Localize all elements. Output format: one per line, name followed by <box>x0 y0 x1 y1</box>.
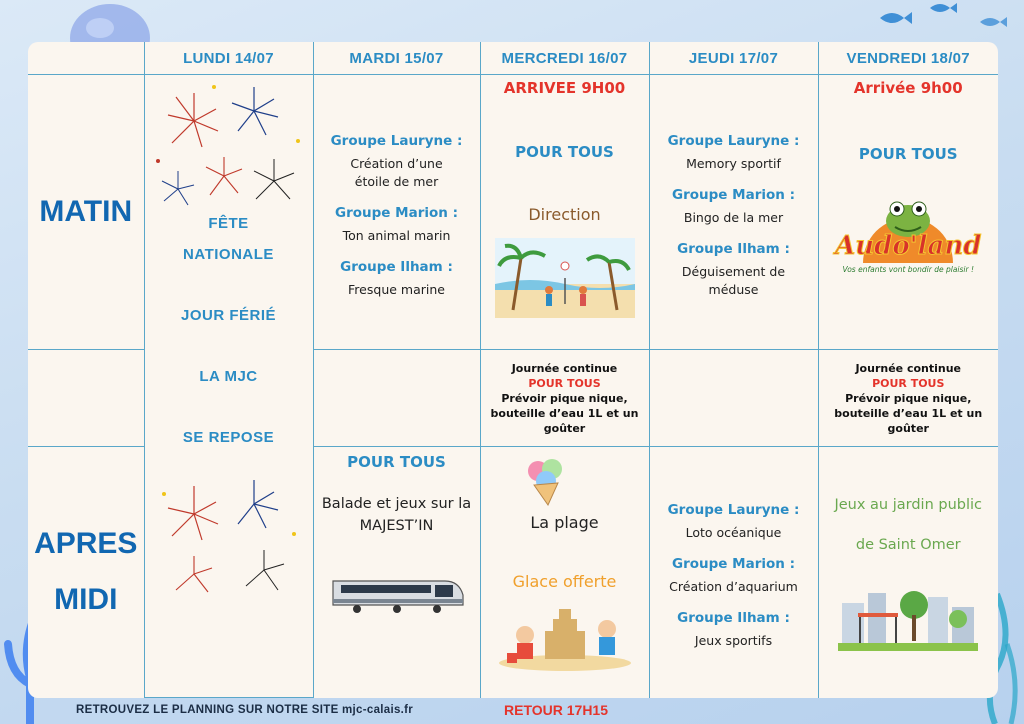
group-label: Groupe Ilham : <box>677 241 790 257</box>
period-morning <box>28 75 144 350</box>
corner-cell <box>28 42 144 75</box>
holiday-line-2: NATIONALE <box>183 246 274 263</box>
tuesday-morning-cell <box>313 75 480 350</box>
period-afternoon <box>28 447 144 698</box>
free-ice-cream-label: Glace offerte <box>512 572 617 591</box>
wednesday-afternoon-cell <box>480 447 649 698</box>
thursday-morning-content <box>650 75 818 349</box>
holiday-line-4: LA MJC <box>199 368 258 385</box>
group-label: Groupe Ilham : <box>340 259 453 275</box>
group-label: Groupe Marion : <box>335 205 458 221</box>
beach-icon <box>495 238 635 318</box>
continuous-day-label: Journée continue <box>855 361 962 375</box>
logo-text: Audo'land <box>835 231 982 261</box>
thursday-midday-cell <box>649 350 818 447</box>
park-games-line-1: Jeux au jardin public <box>834 497 983 513</box>
weekly-planning-table <box>28 42 998 698</box>
fireworks-icon <box>154 474 304 604</box>
friday-afternoon-content <box>819 447 999 698</box>
group-label: Groupe Marion : <box>672 556 795 573</box>
thursday-morning-cell <box>649 75 818 350</box>
wednesday-afternoon-content <box>481 447 649 698</box>
holiday-line-5: SE REPOSE <box>182 429 275 446</box>
period-label-afternoon-2: MIDI <box>54 583 118 617</box>
arrival-time: ARRIVEE 9H00 <box>503 79 626 97</box>
monday-cell <box>144 75 313 698</box>
holiday-line-3: JOUR FÉRIÉ <box>180 307 276 324</box>
group-label: Groupe Lauryne : <box>667 502 800 519</box>
period-midday <box>28 350 144 447</box>
thursday-afternoon-cell <box>649 447 818 698</box>
aquapark-logo <box>823 193 993 283</box>
wednesday-morning-content <box>481 75 649 349</box>
period-label-morning: MATIN <box>39 195 133 228</box>
tuesday-afternoon-cell <box>313 447 480 698</box>
arrival-time: Arrivée 9h00 <box>853 79 963 97</box>
logo-tagline: Vos enfants vont bondir de plaisir ! <box>842 265 974 274</box>
friday-afternoon-cell <box>818 447 998 698</box>
sandcastle-icon <box>495 601 635 671</box>
period-label-afternoon-1: APRES <box>34 527 138 561</box>
for-all-small: POUR TOUS <box>528 376 601 390</box>
tuesday-midday-cell <box>313 350 480 447</box>
activity-text: Jeux sportifs <box>694 633 773 649</box>
wednesday-midday-cell <box>480 350 649 447</box>
train-icon <box>327 571 467 615</box>
activity-text: Fresque marine <box>348 282 445 297</box>
ice-cream-icon <box>520 457 570 507</box>
activity-text: Création d’une étoile de mer <box>350 156 443 189</box>
return-time: RETOUR 17H15 <box>504 702 609 718</box>
group-label: Groupe Lauryne : <box>330 133 463 149</box>
activity-text: Balade et jeux sur la MAJEST’IN <box>321 496 472 534</box>
park-icon <box>838 583 978 653</box>
packed-lunch-note: Prévoir pique nique, bouteille d’eau 1L et un goûter <box>490 391 639 435</box>
for-all-label: POUR TOUS <box>515 143 614 161</box>
group-label: Groupe Ilham : <box>677 610 790 627</box>
friday-morning-cell <box>818 75 998 350</box>
destination-label: Direction <box>528 205 601 224</box>
footer-website-note: RETROUVEZ LE PLANNING SUR NOTRE SITE mjc-calais.fr <box>76 704 414 716</box>
packed-lunch-note: Prévoir pique nique, bouteille d’eau 1L et un goûter <box>834 391 983 435</box>
day-header-monday: LUNDI 14/07 <box>144 42 313 75</box>
activity-text: Création d’aquarium <box>669 579 798 595</box>
day-header-thursday: JEUDI 17/07 <box>649 42 818 75</box>
tuesday-afternoon-content <box>314 447 480 698</box>
wednesday-morning-cell <box>480 75 649 350</box>
activity-text: Loto océanique <box>685 525 782 541</box>
activity-text: Ton animal marin <box>342 228 451 243</box>
for-all-label: POUR TOUS <box>347 453 446 471</box>
for-all-label: POUR TOUS <box>858 145 958 163</box>
group-label: Groupe Lauryne : <box>667 133 800 149</box>
monday-content <box>145 75 313 697</box>
activity-text: Memory sportif <box>686 156 781 171</box>
fireworks-icon <box>154 81 304 211</box>
tuesday-morning-content <box>314 75 480 349</box>
activity-text: Déguisement de méduse <box>681 264 786 297</box>
continuous-day-label: Journée continue <box>511 361 618 375</box>
day-header-wednesday: MERCREDI 16/07 <box>480 42 649 75</box>
friday-morning-content <box>819 75 999 349</box>
friday-midday-cell <box>818 350 998 447</box>
wednesday-midday-content <box>481 350 649 446</box>
thursday-afternoon-content <box>650 447 818 698</box>
day-header-friday: VENDREDI 18/07 <box>818 42 998 75</box>
park-games-line-2: de Saint Omer <box>855 537 961 553</box>
for-all-small: POUR TOUS <box>872 376 945 390</box>
day-header-tuesday: MARDI 15/07 <box>313 42 480 75</box>
activity-text: La plage <box>530 513 599 532</box>
holiday-line-1: FÊTE <box>208 215 249 232</box>
friday-midday-content <box>819 350 999 446</box>
activity-text: Bingo de la mer <box>683 210 784 225</box>
group-label: Groupe Marion : <box>672 187 795 203</box>
